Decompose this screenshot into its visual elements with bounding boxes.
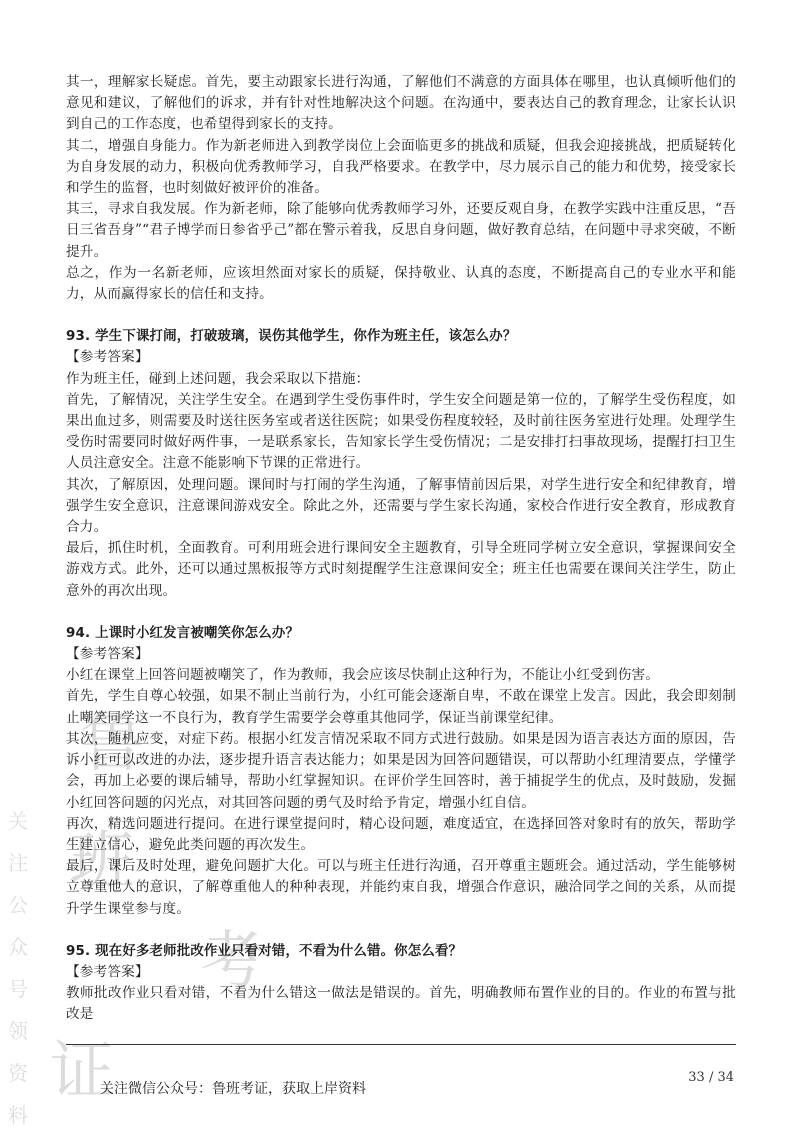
- footer-divider: [66, 1044, 736, 1045]
- paragraph: 最后，抓住时机，全面教育。可利用班会进行课间安全主题教育，引导全班同学树立安全意识，掌握课间安全游戏方式。此外，还可以通过黑板报等方式时刻提醒学生注意课间安全；班主任也需要在课间关注学生，防止意外的再次出现。: [66, 540, 736, 599]
- paragraph: 最后，课后及时处理，避免问题扩大化。可以与班主任进行沟通，召开尊重主题班会。通过活动，学生能够树立尊重他人的意识，了解尊重他人的种种表现，并能约束自我，增强合作意识，融洽同学之间的关系，从而提升学生课堂参与度。: [66, 858, 736, 917]
- watermark-char: 资: [8, 1061, 28, 1085]
- watermark-char: 领: [8, 1019, 28, 1043]
- watermark-char: 公: [8, 893, 28, 917]
- paragraph: 其三，寻求自我发展。作为新老师，除了能够向优秀教师学习外，还要反观自身，在教学实践中注重反思，“吾日三省吾身”“君子博学而日参省乎己”都在警示着我，反思自身问题，做好教育总结，在问题中寻求突破，不断提升。: [66, 201, 736, 260]
- watermark-char: 班: [70, 825, 134, 899]
- paragraph: 其二，增强自身能力。作为新老师进入到教学岗位上会面临更多的挑战和质疑，但我会迎接挑战，把质疑转化为自身发展的动力，积极向优秀教师学习，自我严格要求。在教学中，尽力展示自己的能力和优势，接受家长和学生的监督，也时刻做好被评价的准备。: [66, 137, 736, 197]
- page-number: 33 / 34: [688, 1070, 734, 1085]
- watermark-char: 注: [8, 851, 28, 875]
- paragraph: 教师批改作业只看对错，不看为什么错这一做法是错误的。首先，明确教师布置作业的目的。作业的布置与批改是: [66, 985, 736, 1023]
- paragraph: 小红在课堂上回答问题被嘲笑了，作为教师，我会应该尽快制止这种行为，不能让小红受到伤害。: [66, 667, 660, 684]
- question-95-title: 95. 现在好多老师批改作业只看对错，不看为什么错。你怎么看？: [66, 943, 463, 959]
- answer-label: 【参考答案】: [66, 963, 149, 980]
- watermark-side-text: [8, 800, 30, 1136]
- paragraph: 作为班主任，碰到上述问题，我会采取以下措施：: [66, 370, 370, 387]
- watermark-char: 鲁: [80, 707, 144, 781]
- paragraph: 总之，作为一名新老师，应该坦然面对家长的质疑，保持敬业、认真的态度，不断提高自己的专业水平和能力，从而赢得家长的信任和支持。: [66, 264, 736, 303]
- watermark-char: 众: [8, 935, 28, 959]
- footer-text: 关注微信公众号：鲁班考证，获取上岸资料: [100, 1081, 366, 1097]
- question-94-title: 94. 上课时小红发言被嘲笑你怎么办？: [66, 625, 300, 641]
- answer-label: 【参考答案】: [66, 349, 149, 366]
- question-93-title: 93. 学生下课打闹，打破玻璃，误伤其他学生，你作为班主任，该怎么办？: [66, 329, 517, 345]
- watermark-char: 料: [8, 1103, 28, 1127]
- watermark-char: 号: [8, 977, 28, 1001]
- paragraph: 其一，理解家长疑虑。首先，要主动跟家长进行沟通，了解他们不满意的方面具体在哪里，也认真倾听他们的意见和建议，了解他们的诉求，并有针对性地解决这个问题。在沟通中，要表达自己的教育理念，让家长认识到自己的工作态度，也希望得到家长的支持。: [66, 74, 736, 133]
- paragraph: 其次，随机应变，对症下药。根据小红发言情况采取不同方式进行鼓励。如果是因为语言表达方面的原因，告诉小红可以改进的办法，逐步提升语言表达能力；如果是因为回答问题错误，可以帮助小红理清要点，学懂学会，再加上必要的课后辅导，帮助小红掌握知识。在评价学生回答时，善于捕捉学生的优点，及时鼓励，发掘小红回答问题的闪光点，对其回答问题的勇气及时给予肯定，增强小红自信。: [66, 730, 736, 811]
- watermark-char: 考: [200, 925, 264, 999]
- paragraph: 其次，了解原因，处理问题。课间时与打闹的学生沟通，了解事情前因后果，对学生进行安全和纪律教育，增强学生安全意识，注意课间游戏安全。除此之外，还需要与学生家长沟通，家校合作进行安全教育，形成教育合力。: [66, 476, 736, 536]
- paragraph: 首先，学生自尊心较强，如果不制止当前行为，小红可能会逐渐自卑，不敢在课堂上发言。因此，我会即刻制止嘲笑同学这一不良行为，教育学生需要学会尊重其他同学，保证当前课堂纪律。: [66, 688, 736, 726]
- watermark-char: 证: [50, 1035, 114, 1109]
- answer-label: 【参考答案】: [66, 646, 149, 663]
- paragraph: 首先，了解情况，关注学生安全。在遇到学生受伤事件时，学生安全问题是第一位的，了解学生受伤程度，如果出血过多，则需要及时送往医务室或者送往医院；如果受伤程度较轻，及时前往医务室进行处理。处理学生受伤时需要同时做好两件事，一是联系家长，告知家长学生受伤情况；二是安排打扫事故现场，提醒打扫卫生人员注意安全。注意不能影响下节课的正常进行。: [66, 391, 736, 472]
- watermark-char: 关: [8, 809, 28, 833]
- paragraph: 再次，精选问题进行提问。在进行课堂提问时，精心设问题，难度适宜，在选择回答对象时有的放矢，帮助学生建立信心，避免此类问题的再次发生。: [66, 815, 736, 853]
- document-body: [66, 72, 736, 1026]
